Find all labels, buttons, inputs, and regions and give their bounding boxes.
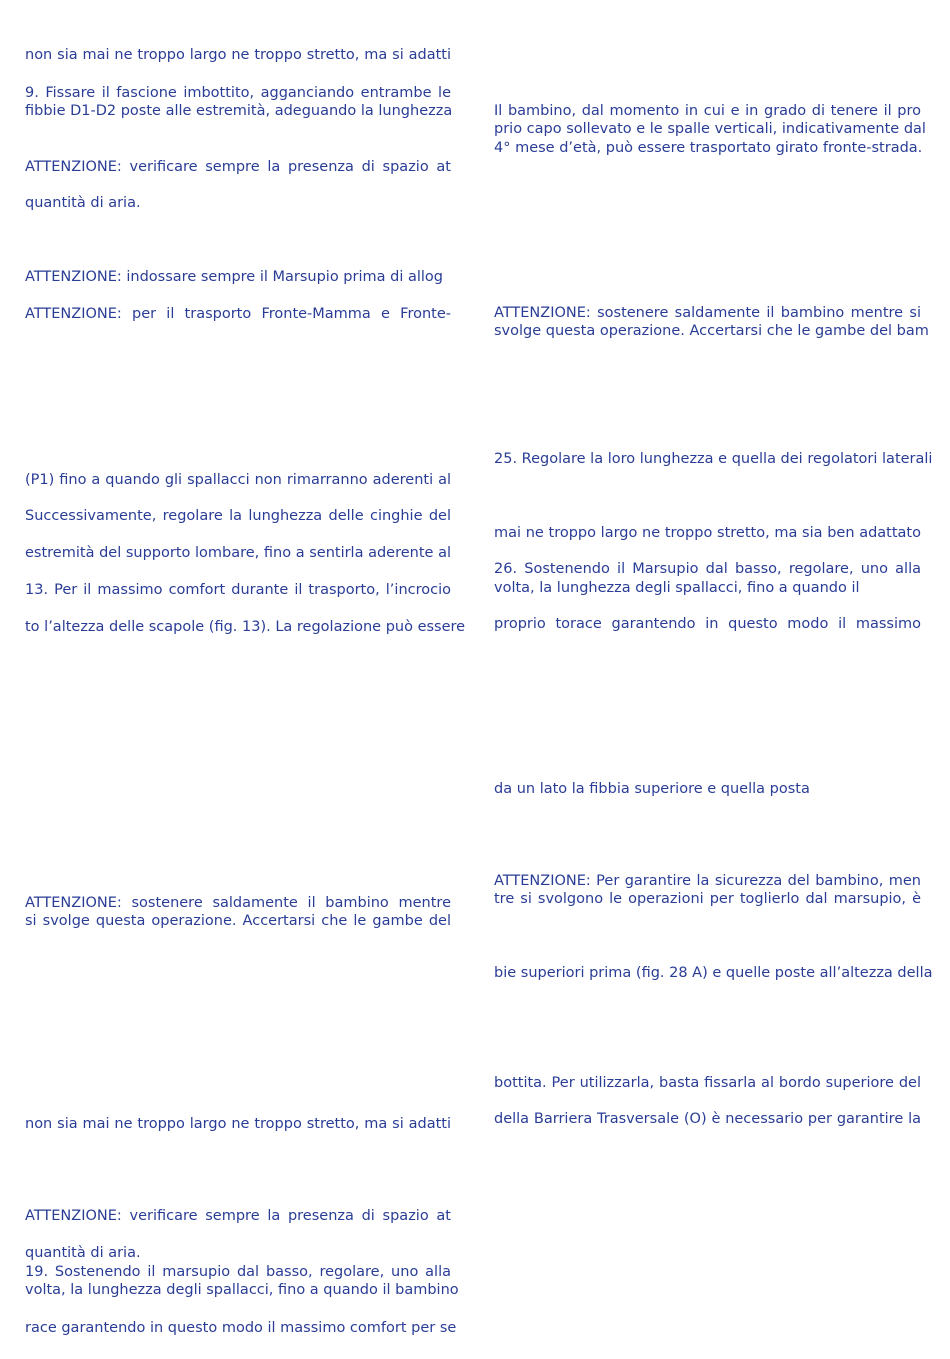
left-text-line: non sia mai ne troppo largo ne troppo stretto, ma si adatti — [25, 47, 451, 63]
right-text-line: bie superiori prima (fig. 28 A) e quelle poste all’altezza della — [494, 965, 933, 981]
left-text-line: ATTENZIONE: verificare sempre la presenza di spazio at — [25, 159, 451, 175]
left-text-line: 13. Per il massimo comfort durante il trasporto, l’incrocio — [25, 582, 451, 598]
right-text-line: bottita. Per utilizzarla, basta fissarla al bordo superiore del — [494, 1075, 921, 1091]
right-text-line: proprio torace garantendo in questo modo il massimo — [494, 616, 921, 632]
left-text-line: volta, la lunghezza degli spallacci, fino a quando il bambino — [25, 1282, 459, 1298]
right-text-line: 4° mese d’età, può essere trasportato girato fronte-strada. — [494, 140, 923, 156]
right-text-line: svolge questa operazione. Accertarsi che le gambe del bam — [494, 323, 929, 339]
left-text-line: Successivamente, regolare la lunghezza delle cinghie del — [25, 508, 451, 524]
left-text-line: quantità di aria. — [25, 195, 141, 211]
left-text-line: si svolge questa operazione. Accertarsi che le gambe del — [25, 913, 451, 929]
right-text-line: 26. Sostenendo il Marsupio dal basso, regolare, uno alla — [494, 561, 921, 577]
left-text-line: estremità del supporto lombare, fino a sentirla aderente al — [25, 545, 451, 561]
left-text-line: ATTENZIONE: sostenere saldamente il bambino mentre — [25, 895, 451, 911]
left-text-line: ATTENZIONE: indossare sempre il Marsupio prima di allog — [25, 269, 443, 285]
left-text-line: quantità di aria. — [25, 1245, 141, 1261]
left-text-line: ATTENZIONE: per il trasporto Fronte-Mamma e Fronte- — [25, 306, 451, 322]
right-text-line: volta, la lunghezza degli spallacci, fino a quando il — [494, 580, 860, 596]
right-text-line: ATTENZIONE: sostenere saldamente il bambino mentre si — [494, 305, 921, 321]
left-text-line: to l’altezza delle scapole (fig. 13). La regolazione può essere — [25, 619, 466, 635]
right-text-line: 25. Regolare la loro lunghezza e quella dei regolatori laterali — [494, 451, 933, 467]
right-text-line: prio capo sollevato e le spalle verticali, indicativamente dal — [494, 121, 926, 137]
left-text-line: non sia mai ne troppo largo ne troppo stretto, ma si adatti — [25, 1116, 451, 1132]
left-text-line: race garantendo in questo modo il massimo comfort per se — [25, 1320, 457, 1336]
right-text-line: ATTENZIONE: Per garantire la sicurezza del bambino, men — [494, 873, 921, 889]
right-text-line: della Barriera Trasversale (O) è necessario per garantire la — [494, 1111, 921, 1127]
right-text-line: tre si svolgono le operazioni per toglierlo dal marsupio, è — [494, 891, 921, 907]
right-text-line: mai ne troppo largo ne troppo stretto, ma sia ben adattato — [494, 525, 921, 541]
left-text-line: 9. Fissare il fascione imbottito, agganciando entrambe le — [25, 85, 451, 101]
left-text-line: ATTENZIONE: verificare sempre la presenza di spazio at — [25, 1208, 451, 1224]
right-text-line: Il bambino, dal momento in cui e in grado di tenere il pro — [494, 103, 921, 119]
left-text-line: fibbie D1-D2 poste alle estremità, adeguando la lunghezza — [25, 103, 453, 119]
left-text-line: 19. Sostenendo il marsupio dal basso, regolare, uno alla — [25, 1264, 451, 1280]
left-text-line: (P1) fino a quando gli spallacci non rimarranno aderenti al — [25, 472, 451, 488]
right-text-line: da un lato la fibbia superiore e quella posta — [494, 781, 810, 797]
